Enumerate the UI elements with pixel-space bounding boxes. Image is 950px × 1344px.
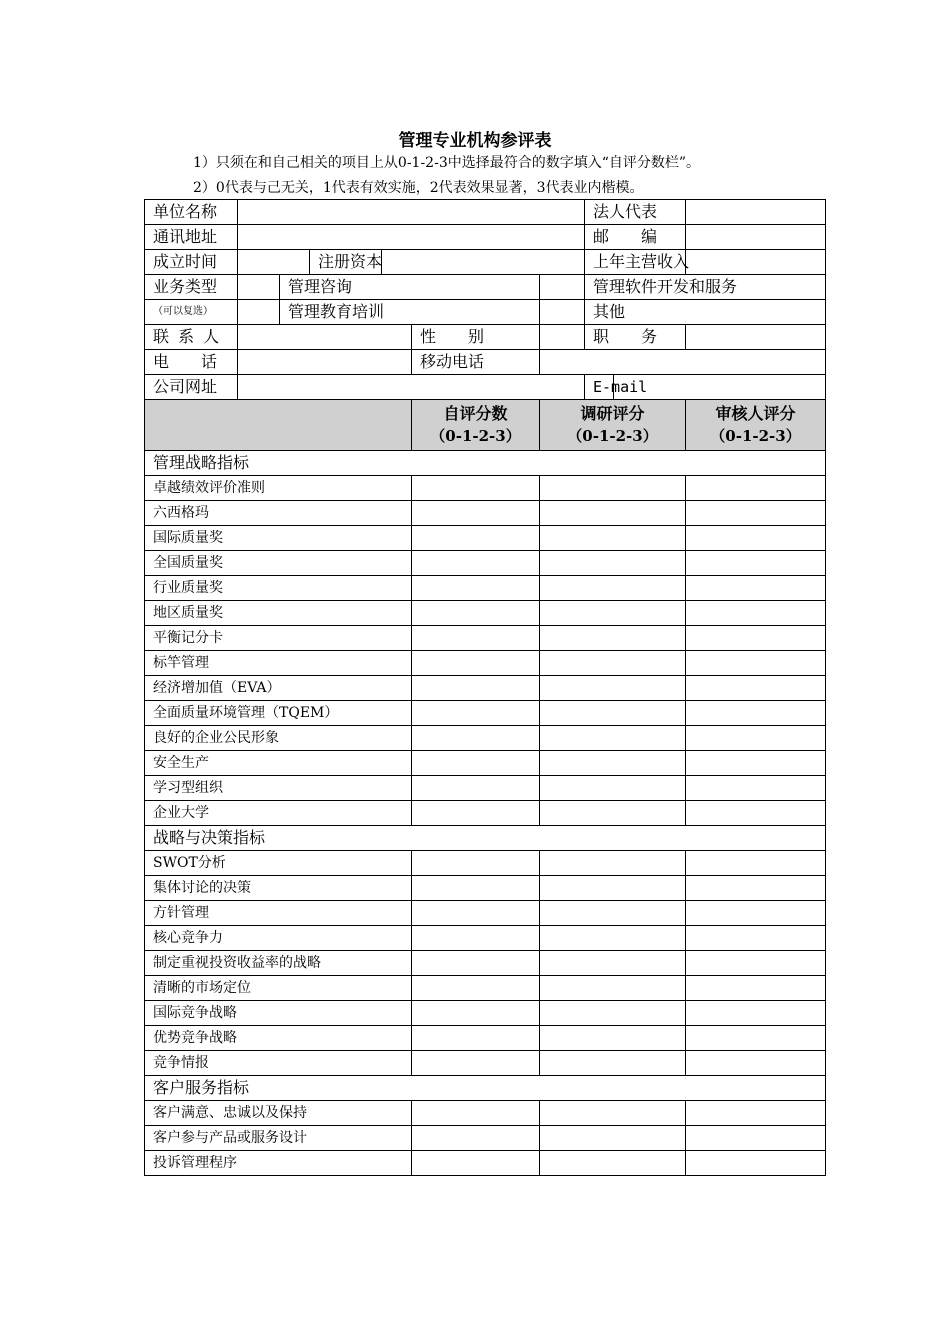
header-self-score-scale: （0-1-2-3） — [430, 427, 521, 445]
header-blank — [145, 400, 412, 451]
table-row — [145, 1026, 826, 1051]
header-self-score-label: 自评分数 — [443, 404, 508, 423]
section-header-row — [145, 451, 826, 476]
survey-score-cell[interactable] — [540, 601, 686, 626]
table-row — [145, 701, 826, 726]
reviewer-score-cell[interactable] — [686, 1001, 826, 1026]
reviewer-score-cell[interactable] — [686, 776, 826, 801]
survey-score-cell[interactable] — [540, 951, 686, 976]
reviewer-score-cell[interactable] — [686, 501, 826, 526]
reviewer-score-cell[interactable] — [686, 1026, 826, 1051]
field-position[interactable] — [686, 325, 826, 350]
item-label: 全面质量环境管理（TQEM） — [145, 701, 412, 726]
self-score-cell[interactable] — [412, 926, 540, 951]
reviewer-score-cell[interactable] — [686, 651, 826, 676]
label-address: 通讯地址 — [145, 225, 238, 250]
table-row — [145, 1101, 826, 1126]
option-other: 其他 — [585, 300, 826, 325]
item-label: 标竿管理 — [145, 651, 412, 676]
survey-score-cell[interactable] — [540, 551, 686, 576]
reviewer-score-cell[interactable] — [686, 676, 826, 701]
table-row — [145, 626, 826, 651]
reviewer-score-cell[interactable] — [686, 476, 826, 501]
reviewer-score-cell[interactable] — [686, 751, 826, 776]
reviewer-score-cell[interactable] — [686, 801, 826, 826]
field-unit-name[interactable] — [238, 200, 585, 225]
self-score-cell[interactable] — [412, 1151, 540, 1176]
option-consulting: 管理咨询 — [280, 275, 540, 300]
header-reviewer-score-label: 审核人评分 — [715, 404, 796, 423]
label-mobile: 移动电话 — [412, 350, 540, 375]
self-score-cell[interactable] — [412, 701, 540, 726]
label-unit-name: 单位名称 — [145, 200, 238, 225]
option-software: 管理软件开发和服务 — [585, 275, 826, 300]
table-row — [145, 1051, 826, 1076]
field-address[interactable] — [238, 225, 585, 250]
table-row — [145, 526, 826, 551]
label-legal-rep: 法人代表 — [585, 200, 686, 225]
item-label: 优势竞争战略 — [145, 1026, 412, 1051]
table-row — [145, 651, 826, 676]
reviewer-score-cell[interactable] — [686, 901, 826, 926]
reviewer-score-cell[interactable] — [686, 576, 826, 601]
self-score-cell[interactable] — [412, 526, 540, 551]
survey-score-cell[interactable] — [540, 1001, 686, 1026]
item-label: SWOT分析 — [145, 851, 412, 876]
reviewer-score-cell[interactable] — [686, 626, 826, 651]
self-score-cell[interactable] — [412, 626, 540, 651]
self-score-cell[interactable] — [412, 501, 540, 526]
survey-score-cell[interactable] — [540, 1051, 686, 1076]
survey-score-cell[interactable] — [540, 751, 686, 776]
item-label: 核心竞争力 — [145, 926, 412, 951]
survey-score-cell[interactable] — [540, 701, 686, 726]
item-label: 行业质量奖 — [145, 576, 412, 601]
page-title: 管理专业机构参评表 — [398, 131, 552, 151]
field-contact[interactable] — [238, 325, 412, 350]
reviewer-score-cell[interactable] — [686, 1051, 826, 1076]
item-label: 客户满意、忠诚以及保持 — [145, 1101, 412, 1126]
header-self-score — [412, 400, 540, 451]
item-label: 集体讨论的决策 — [145, 876, 412, 901]
survey-score-cell[interactable] — [540, 501, 686, 526]
self-score-cell[interactable] — [412, 901, 540, 926]
item-label: 制定重视投资收益率的战略 — [145, 951, 412, 976]
item-label: 平衡记分卡 — [145, 626, 412, 651]
item-label: 六西格玛 — [145, 501, 412, 526]
item-label: 良好的企业公民形象 — [145, 726, 412, 751]
item-label: 国际竞争战略 — [145, 1001, 412, 1026]
item-label: 方针管理 — [145, 901, 412, 926]
item-label: 清晰的市场定位 — [145, 976, 412, 1001]
table-row — [145, 726, 826, 751]
label-postcode: 邮 编 — [585, 225, 686, 250]
label-email: E-mail — [585, 375, 614, 400]
table-row — [145, 1126, 826, 1151]
header-reviewer-score-scale: （0-1-2-3） — [710, 427, 801, 445]
self-score-cell[interactable] — [412, 1101, 540, 1126]
item-label: 竞争情报 — [145, 1051, 412, 1076]
survey-score-cell[interactable] — [540, 526, 686, 551]
table-row — [145, 551, 826, 576]
self-score-cell[interactable] — [412, 951, 540, 976]
table-row — [145, 976, 826, 1001]
table-row — [145, 751, 826, 776]
table-row — [145, 676, 826, 701]
item-label: 企业大学 — [145, 801, 412, 826]
header-survey-score-scale: （0-1-2-3） — [567, 427, 658, 445]
label-phone: 电 话 — [145, 350, 238, 375]
self-score-cell[interactable] — [412, 551, 540, 576]
header-reviewer-score — [686, 400, 826, 451]
label-business-type: 业务类型 — [145, 275, 238, 300]
reviewer-score-cell[interactable] — [686, 876, 826, 901]
table-row — [145, 776, 826, 801]
self-score-cell[interactable] — [412, 801, 540, 826]
self-score-cell[interactable] — [412, 976, 540, 1001]
table-row — [145, 476, 826, 501]
self-score-cell[interactable] — [412, 1001, 540, 1026]
reviewer-score-cell[interactable] — [686, 951, 826, 976]
survey-score-cell[interactable] — [540, 901, 686, 926]
survey-score-cell[interactable] — [540, 1126, 686, 1151]
label-established: 成立时间 — [145, 250, 238, 275]
label-multi-select: （可以复选） — [145, 300, 238, 325]
table-row — [145, 926, 826, 951]
header-survey-score — [540, 400, 686, 451]
survey-score-cell[interactable] — [540, 476, 686, 501]
self-score-cell[interactable] — [412, 601, 540, 626]
survey-score-cell[interactable] — [540, 626, 686, 651]
self-score-cell[interactable] — [412, 676, 540, 701]
survey-score-cell[interactable] — [540, 776, 686, 801]
section-title: 战略与决策指标 — [145, 826, 826, 851]
section-header-row — [145, 1076, 826, 1101]
survey-score-cell[interactable] — [540, 876, 686, 901]
field-website[interactable] — [238, 375, 585, 400]
reviewer-score-cell[interactable] — [686, 1151, 826, 1176]
checkbox-software[interactable] — [540, 275, 585, 300]
item-label: 国际质量奖 — [145, 526, 412, 551]
item-label: 全国质量奖 — [145, 551, 412, 576]
field-established[interactable] — [238, 250, 310, 275]
item-label: 客户参与产品或服务设计 — [145, 1126, 412, 1151]
survey-score-cell[interactable] — [540, 1151, 686, 1176]
survey-score-cell[interactable] — [540, 1101, 686, 1126]
reviewer-score-cell[interactable] — [686, 551, 826, 576]
table-row — [145, 951, 826, 976]
survey-score-cell[interactable] — [540, 676, 686, 701]
table-row — [145, 876, 826, 901]
self-score-cell[interactable] — [412, 851, 540, 876]
self-score-cell[interactable] — [412, 1026, 540, 1051]
label-gender: 性 别 — [412, 325, 540, 350]
self-score-cell[interactable] — [412, 751, 540, 776]
self-score-cell[interactable] — [412, 576, 540, 601]
reviewer-score-cell[interactable] — [686, 526, 826, 551]
score-rows — [145, 451, 826, 1176]
survey-score-cell[interactable] — [540, 926, 686, 951]
checkbox-consulting[interactable] — [238, 275, 280, 300]
option-training: 管理教育培训 — [280, 300, 540, 325]
item-label: 经济增加值（EVA） — [145, 676, 412, 701]
reviewer-score-cell[interactable] — [686, 701, 826, 726]
survey-score-cell[interactable] — [540, 851, 686, 876]
table-row — [145, 501, 826, 526]
survey-score-cell[interactable] — [540, 801, 686, 826]
field-last-year-revenue[interactable] — [686, 250, 826, 275]
field-gender[interactable] — [540, 325, 585, 350]
reviewer-score-cell[interactable] — [686, 851, 826, 876]
section-title: 客户服务指标 — [145, 1076, 826, 1101]
self-score-cell[interactable] — [412, 651, 540, 676]
label-contact: 联 系 人 — [145, 325, 238, 350]
reviewer-score-cell[interactable] — [686, 1101, 826, 1126]
reviewer-score-cell[interactable] — [686, 1126, 826, 1151]
item-label: 卓越绩效评价准则 — [145, 476, 412, 501]
checkbox-training[interactable] — [238, 300, 280, 325]
label-position: 职 务 — [585, 325, 686, 350]
table-row — [145, 576, 826, 601]
item-label: 学习型组织 — [145, 776, 412, 801]
field-mobile[interactable] — [540, 350, 826, 375]
self-score-cell[interactable] — [412, 476, 540, 501]
survey-score-cell[interactable] — [540, 726, 686, 751]
survey-score-cell[interactable] — [540, 976, 686, 1001]
self-score-cell[interactable] — [412, 1051, 540, 1076]
survey-score-cell[interactable] — [540, 576, 686, 601]
reviewer-score-cell[interactable] — [686, 926, 826, 951]
item-label: 投诉管理程序 — [145, 1151, 412, 1176]
item-label: 地区质量奖 — [145, 601, 412, 626]
survey-score-cell[interactable] — [540, 1026, 686, 1051]
header-survey-score-label: 调研评分 — [580, 404, 645, 423]
table-row — [145, 1001, 826, 1026]
self-score-cell[interactable] — [412, 776, 540, 801]
self-score-cell[interactable] — [412, 726, 540, 751]
self-score-cell[interactable] — [412, 876, 540, 901]
checkbox-other[interactable] — [540, 300, 585, 325]
label-reg-capital: 注册资本 — [310, 250, 382, 275]
label-last-year-revenue: 上年主营收入 — [585, 250, 686, 275]
reviewer-score-cell[interactable] — [686, 601, 826, 626]
self-score-cell[interactable] — [412, 1126, 540, 1151]
table-row — [145, 901, 826, 926]
survey-score-cell[interactable] — [540, 651, 686, 676]
table-row — [145, 851, 826, 876]
reviewer-score-cell[interactable] — [686, 976, 826, 1001]
label-website: 公司网址 — [145, 375, 238, 400]
item-label: 安全生产 — [145, 751, 412, 776]
reviewer-score-cell[interactable] — [686, 726, 826, 751]
field-legal-rep[interactable] — [686, 200, 826, 225]
evaluation-form-table — [144, 199, 826, 1176]
table-row — [145, 1151, 826, 1176]
instruction-note-1: 1）只须在和自己相关的项目上从0-1-2-3中选择最符合的数字填入“自评分数栏”。 — [193, 155, 701, 171]
instruction-note-2: 2）0代表与己无关，1代表有效实施，2代表效果显著，3代表业内楷模。 — [193, 180, 644, 196]
table-row — [145, 801, 826, 826]
table-row — [145, 601, 826, 626]
field-reg-capital[interactable] — [382, 250, 585, 275]
field-postcode[interactable] — [686, 225, 826, 250]
section-header-row — [145, 826, 826, 851]
section-title: 管理战略指标 — [145, 451, 826, 476]
field-phone[interactable] — [238, 350, 412, 375]
